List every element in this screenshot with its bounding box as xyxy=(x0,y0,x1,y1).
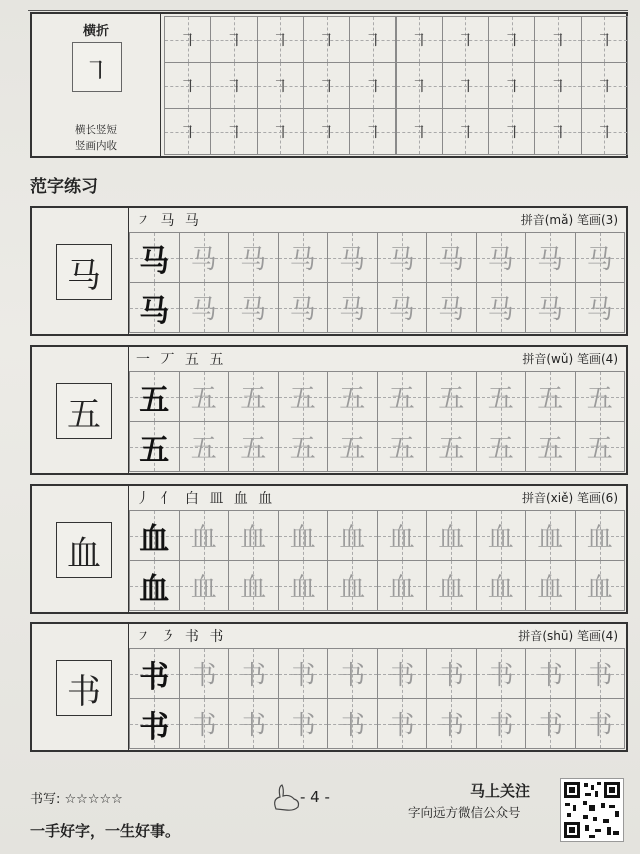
stroke-demo-box xyxy=(72,42,122,92)
stroke-count-label: 笔画 xyxy=(576,352,601,366)
trace-glyph: 马 xyxy=(339,295,366,325)
pinyin-stroke-info xyxy=(522,489,618,506)
trace-cell[interactable] xyxy=(426,282,477,333)
trace-cell[interactable] xyxy=(525,510,576,561)
stroke-practice-cell[interactable] xyxy=(534,62,581,109)
trace-cell[interactable] xyxy=(228,282,279,333)
trace-glyph: 血 xyxy=(190,523,217,553)
trace-cell[interactable] xyxy=(228,510,279,561)
stroke-practice-cell[interactable] xyxy=(534,108,581,155)
trace-cell[interactable] xyxy=(327,510,378,561)
trace-cell[interactable] xyxy=(179,232,230,283)
trace-glyph: 马 xyxy=(339,245,366,275)
trace-glyph: 马 xyxy=(537,295,564,325)
trace-cell[interactable] xyxy=(377,648,428,699)
trace-glyph: 血 xyxy=(586,523,613,553)
trace-glyph: 书 xyxy=(438,661,465,691)
trace-cell[interactable] xyxy=(575,698,626,749)
trace-glyph: 五 xyxy=(190,384,217,414)
stroke-practice-cell[interactable] xyxy=(581,16,628,63)
trace-cell[interactable] xyxy=(179,421,230,472)
stroke-trace-glyph: ㇕ xyxy=(549,76,568,98)
trace-cell[interactable] xyxy=(377,510,428,561)
trace-glyph: 马 xyxy=(240,295,267,325)
trace-cell[interactable] xyxy=(575,282,626,333)
trace-glyph: 五 xyxy=(240,434,267,464)
model-cell[interactable] xyxy=(129,698,180,749)
pinyin-open: ( xyxy=(544,213,550,227)
stroke-practice-cell[interactable] xyxy=(442,108,489,155)
trace-cell[interactable] xyxy=(179,282,230,333)
trace-cell[interactable] xyxy=(179,698,230,749)
trace-cell[interactable] xyxy=(228,421,279,472)
model-cell[interactable] xyxy=(129,510,180,561)
stroke-practice-cell[interactable] xyxy=(257,16,304,63)
trace-cell[interactable] xyxy=(278,510,329,561)
model-cell[interactable] xyxy=(129,282,180,333)
stroke-practice-cell[interactable] xyxy=(396,62,443,109)
model-cell[interactable] xyxy=(129,421,180,472)
stroke-trace-glyph: ㇕ xyxy=(271,30,290,52)
trace-glyph: 书 xyxy=(537,711,564,741)
stroke-info-panel xyxy=(32,14,161,156)
trace-cell[interactable] xyxy=(377,371,428,422)
pinyin-value: shū xyxy=(547,629,569,643)
stroke-practice-box xyxy=(30,12,628,158)
stroke-trace-glyph: ㇕ xyxy=(456,122,475,144)
trace-cell[interactable] xyxy=(476,510,527,561)
stroke-trace-glyph: ㇕ xyxy=(502,76,521,98)
pinyin-close: ) xyxy=(568,629,577,643)
stroke-practice-cell[interactable] xyxy=(534,16,581,63)
stroke-trace-glyph: ㇕ xyxy=(410,76,429,98)
trace-glyph: 五 xyxy=(537,384,564,414)
model-cell[interactable] xyxy=(129,371,180,422)
trace-cell[interactable] xyxy=(525,232,576,283)
trace-glyph: 书 xyxy=(339,711,366,741)
trace-glyph: 马 xyxy=(289,245,316,275)
trace-glyph: 马 xyxy=(388,295,415,325)
trace-glyph: 马 xyxy=(240,245,267,275)
trace-glyph: 五 xyxy=(339,384,366,414)
trace-cell[interactable] xyxy=(575,648,626,699)
trace-glyph: 马 xyxy=(586,245,613,275)
trace-glyph: 马 xyxy=(388,245,415,275)
trace-glyph: 书 xyxy=(289,661,316,691)
trace-cell[interactable] xyxy=(575,371,626,422)
trace-cell[interactable] xyxy=(228,232,279,283)
stroke-practice-cell[interactable] xyxy=(349,16,396,63)
pinyin-open: ( xyxy=(546,352,552,366)
model-glyph: 血 xyxy=(139,571,170,607)
trace-glyph: 血 xyxy=(487,523,514,553)
pinyin-label: 拼音 xyxy=(520,213,545,227)
stroke-practice-cell[interactable] xyxy=(210,108,257,155)
trace-glyph: 五 xyxy=(487,434,514,464)
trace-glyph: 血 xyxy=(438,523,465,553)
trace-cell[interactable] xyxy=(327,698,378,749)
stroke-trace-glyph: ㇕ xyxy=(363,122,382,144)
trace-glyph: 五 xyxy=(438,384,465,414)
trace-glyph: 血 xyxy=(339,523,366,553)
trace-cell[interactable] xyxy=(575,232,626,283)
trace-cell[interactable] xyxy=(377,698,428,749)
stroke-count-value: 3 xyxy=(605,213,614,227)
stroke-count-value: 4 xyxy=(605,352,614,366)
stroke-trace-glyph: ㇕ xyxy=(456,30,475,52)
pinyin-value: xiě xyxy=(550,491,569,505)
trace-cell[interactable] xyxy=(377,560,428,611)
trace-cell[interactable] xyxy=(228,698,279,749)
pinyin-open: ( xyxy=(545,491,551,505)
pinyin-stroke-info xyxy=(521,211,618,228)
trace-cell[interactable] xyxy=(476,421,527,472)
trace-cell[interactable] xyxy=(426,510,477,561)
trace-cell[interactable] xyxy=(575,421,626,472)
trace-cell[interactable] xyxy=(228,560,279,611)
trace-glyph: 马 xyxy=(487,245,514,275)
trace-glyph: 五 xyxy=(586,384,613,414)
trace-cell[interactable] xyxy=(327,648,378,699)
rabbit-icon xyxy=(268,781,304,815)
stroke-practice-cell[interactable] xyxy=(349,62,396,109)
stroke-practice-cell[interactable] xyxy=(164,108,211,155)
stroke-practice-cell[interactable] xyxy=(257,108,304,155)
trace-cell[interactable] xyxy=(476,560,527,611)
trace-cell[interactable] xyxy=(327,371,378,422)
stroke-count-close: ) xyxy=(613,629,618,643)
trace-glyph: 五 xyxy=(586,434,613,464)
stroke-trace-glyph: ㇕ xyxy=(502,122,521,144)
model-glyph: 血 xyxy=(139,521,170,557)
trace-cell[interactable] xyxy=(525,371,576,422)
trace-glyph: 书 xyxy=(438,711,465,741)
trace-cell[interactable] xyxy=(179,510,230,561)
stroke-practice-cell[interactable] xyxy=(581,108,628,155)
trace-glyph: 书 xyxy=(586,711,613,741)
pinyin-stroke-info xyxy=(518,627,618,644)
model-glyph: 书 xyxy=(139,659,170,695)
trace-glyph: 五 xyxy=(289,434,316,464)
stroke-practice-cell[interactable] xyxy=(581,62,628,109)
trace-glyph: 血 xyxy=(487,573,514,603)
stroke-tip-2: 竖画内收 xyxy=(75,140,117,152)
stroke-count-open: ( xyxy=(600,213,606,227)
stroke-trace-glyph: ㇕ xyxy=(549,30,568,52)
trace-glyph: 血 xyxy=(537,573,564,603)
stroke-order: ㇇ 马 马 xyxy=(136,213,202,229)
stroke-order: 一 丆 五 五 xyxy=(136,352,227,368)
slogan: 一手好字，一生好事。 xyxy=(30,822,181,840)
trace-glyph: 马 xyxy=(289,295,316,325)
follow-title: 马上关注 xyxy=(470,782,531,800)
stroke-trace-glyph: ㇕ xyxy=(178,122,197,144)
character-block xyxy=(30,345,628,475)
trace-glyph: 五 xyxy=(339,434,366,464)
pinyin-open: ( xyxy=(542,629,547,643)
trace-cell[interactable] xyxy=(377,282,428,333)
trace-glyph: 书 xyxy=(240,711,267,741)
trace-cell[interactable] xyxy=(327,421,378,472)
stroke-count-value: 6 xyxy=(605,491,614,505)
pinyin-label: 拼音 xyxy=(521,491,546,505)
stroke-trace-glyph: ㇕ xyxy=(502,30,521,52)
trace-cell[interactable] xyxy=(278,698,329,749)
model-character: 马 xyxy=(56,244,112,300)
trace-cell[interactable] xyxy=(575,510,626,561)
trace-glyph: 书 xyxy=(339,661,366,691)
stroke-count-label: 笔画 xyxy=(576,629,601,643)
model-glyph: 马 xyxy=(139,293,170,329)
trace-cell[interactable] xyxy=(426,371,477,422)
trace-glyph: 书 xyxy=(388,711,415,741)
stroke-trace-glyph: ㇕ xyxy=(363,76,382,98)
stroke-trace-glyph: ㇕ xyxy=(224,122,243,144)
trace-glyph: 马 xyxy=(487,295,514,325)
model-cell[interactable] xyxy=(129,232,180,283)
stroke-tip-1: 横长竖短 xyxy=(75,124,117,136)
stroke-trace-glyph: ㇕ xyxy=(271,122,290,144)
stroke-practice-cell[interactable] xyxy=(303,16,350,63)
stroke-practice-cell[interactable] xyxy=(442,62,489,109)
trace-cell[interactable] xyxy=(278,560,329,611)
trace-cell[interactable] xyxy=(327,560,378,611)
stroke-trace-glyph: ㇕ xyxy=(595,30,614,52)
trace-glyph: 书 xyxy=(388,661,415,691)
writing-label: 书写: xyxy=(30,792,61,807)
trace-cell[interactable] xyxy=(525,560,576,611)
trace-cell[interactable] xyxy=(228,648,279,699)
trace-glyph: 书 xyxy=(537,661,564,691)
pinyin-label: 拼音 xyxy=(522,352,547,366)
stroke-practice-cell[interactable] xyxy=(349,108,396,155)
stroke-practice-cell[interactable] xyxy=(210,16,257,63)
trace-cell[interactable] xyxy=(377,421,428,472)
model-glyph: 五 xyxy=(139,432,170,468)
trace-glyph: 五 xyxy=(487,384,514,414)
trace-cell[interactable] xyxy=(525,648,576,699)
stroke-trace-glyph: ㇕ xyxy=(595,76,614,98)
stroke-count-value: 4 xyxy=(605,629,614,643)
trace-glyph: 五 xyxy=(438,434,465,464)
stroke-count-open: ( xyxy=(600,491,606,505)
stroke-trace-glyph: ㇕ xyxy=(178,76,197,98)
trace-cell[interactable] xyxy=(327,282,378,333)
trace-glyph: 书 xyxy=(487,711,514,741)
trace-glyph: 血 xyxy=(240,573,267,603)
model-glyph: 书 xyxy=(139,709,170,745)
stroke-trace-glyph: ㇕ xyxy=(178,30,197,52)
trace-cell[interactable] xyxy=(525,698,576,749)
stroke-order: ㇇ ㇋ 书 书 xyxy=(136,629,227,645)
trace-cell[interactable] xyxy=(179,648,230,699)
top-rule xyxy=(28,0,628,11)
stroke-practice-cell[interactable] xyxy=(396,108,443,155)
trace-cell[interactable] xyxy=(476,698,527,749)
trace-cell[interactable] xyxy=(476,371,527,422)
stroke-count-close: ) xyxy=(613,352,618,366)
trace-cell[interactable] xyxy=(426,421,477,472)
pinyin-close: ) xyxy=(568,352,577,366)
stroke-count-close: ) xyxy=(613,213,618,227)
trace-cell[interactable] xyxy=(278,648,329,699)
stroke-trace-glyph: ㇕ xyxy=(456,76,475,98)
stroke-practice-cell[interactable] xyxy=(210,62,257,109)
trace-cell[interactable] xyxy=(426,648,477,699)
trace-cell[interactable] xyxy=(179,560,230,611)
trace-cell[interactable] xyxy=(278,282,329,333)
trace-cell[interactable] xyxy=(426,232,477,283)
model-cell[interactable] xyxy=(129,648,180,699)
trace-glyph: 五 xyxy=(240,384,267,414)
trace-cell[interactable] xyxy=(476,232,527,283)
pinyin-close: ) xyxy=(568,213,577,227)
trace-cell[interactable] xyxy=(426,560,477,611)
trace-cell[interactable] xyxy=(575,560,626,611)
pinyin-close: ) xyxy=(568,491,577,505)
trace-glyph: 马 xyxy=(438,295,465,325)
trace-cell[interactable] xyxy=(327,232,378,283)
stroke-count-label: 笔画 xyxy=(576,213,601,227)
stroke-practice-cell[interactable] xyxy=(442,16,489,63)
model-character: 书 xyxy=(56,660,112,716)
trace-glyph: 马 xyxy=(190,295,217,325)
trace-cell[interactable] xyxy=(278,421,329,472)
stroke-trace-glyph: ㇕ xyxy=(363,30,382,52)
model-glyph: 五 xyxy=(139,382,170,418)
pinyin-label: 拼音 xyxy=(518,629,543,643)
stroke-trace-glyph: ㇕ xyxy=(317,122,336,144)
qr-code-icon[interactable] xyxy=(560,778,624,842)
trace-glyph: 血 xyxy=(289,523,316,553)
stroke-trace-glyph: ㇕ xyxy=(410,122,429,144)
stroke-trace-glyph: ㇕ xyxy=(317,76,336,98)
trace-glyph: 血 xyxy=(586,573,613,603)
trace-cell[interactable] xyxy=(278,371,329,422)
section-title: 范字练习 xyxy=(30,177,98,197)
stroke-practice-cell[interactable] xyxy=(488,16,535,63)
stroke-trace-glyph: ㇕ xyxy=(271,76,290,98)
trace-glyph: 血 xyxy=(289,573,316,603)
trace-cell[interactable] xyxy=(377,232,428,283)
trace-glyph: 血 xyxy=(388,523,415,553)
trace-glyph: 书 xyxy=(240,661,267,691)
trace-glyph: 马 xyxy=(537,245,564,275)
stroke-trace-glyph: ㇕ xyxy=(224,30,243,52)
stroke-practice-cell[interactable] xyxy=(303,62,350,109)
model-character: 五 xyxy=(56,383,112,439)
follow-subtitle: 字向远方微信公众号 xyxy=(408,805,521,820)
stroke-trace-glyph: ㇕ xyxy=(410,30,429,52)
trace-glyph: 马 xyxy=(586,295,613,325)
rating-stars[interactable]: ☆☆☆☆☆ xyxy=(64,792,123,807)
stroke-practice-cell[interactable] xyxy=(488,62,535,109)
trace-glyph: 书 xyxy=(190,661,217,691)
trace-glyph: 五 xyxy=(537,434,564,464)
stroke-demo-glyph: ㇕ xyxy=(83,57,110,87)
stroke-practice-cell[interactable] xyxy=(488,108,535,155)
stroke-order: 丿 亻 白 ⽫ ⾎ 血 xyxy=(136,491,276,507)
stroke-practice-cell[interactable] xyxy=(164,16,211,63)
trace-glyph: 五 xyxy=(388,384,415,414)
character-block xyxy=(30,206,628,336)
trace-glyph: 血 xyxy=(438,573,465,603)
trace-glyph: 书 xyxy=(289,711,316,741)
trace-glyph: 马 xyxy=(438,245,465,275)
stroke-practice-cell[interactable] xyxy=(257,62,304,109)
trace-glyph: 血 xyxy=(339,573,366,603)
trace-cell[interactable] xyxy=(228,371,279,422)
stroke-practice-cell[interactable] xyxy=(396,16,443,63)
trace-cell[interactable] xyxy=(179,371,230,422)
pinyin-value: wǔ xyxy=(551,352,569,366)
pinyin-value: mǎ xyxy=(549,213,569,227)
trace-glyph: 五 xyxy=(289,384,316,414)
trace-cell[interactable] xyxy=(426,698,477,749)
trace-cell[interactable] xyxy=(476,648,527,699)
page-number: - 4 - xyxy=(300,788,330,806)
stroke-trace-glyph: ㇕ xyxy=(224,76,243,98)
stroke-count-close: ) xyxy=(613,491,618,505)
trace-glyph: 五 xyxy=(388,434,415,464)
model-glyph: 马 xyxy=(139,243,170,279)
writing-rating xyxy=(30,788,123,807)
trace-glyph: 血 xyxy=(240,523,267,553)
stroke-trace-glyph: ㇕ xyxy=(595,122,614,144)
pinyin-stroke-info xyxy=(522,350,618,367)
stroke-trace-glyph: ㇕ xyxy=(549,122,568,144)
model-cell[interactable] xyxy=(129,560,180,611)
trace-glyph: 书 xyxy=(487,661,514,691)
trace-glyph: 血 xyxy=(388,573,415,603)
character-block xyxy=(30,622,628,752)
stroke-trace-glyph: ㇕ xyxy=(317,30,336,52)
stroke-count-open: ( xyxy=(600,629,606,643)
stroke-name: 横折 xyxy=(82,24,109,39)
trace-glyph: 书 xyxy=(586,661,613,691)
trace-glyph: 血 xyxy=(537,523,564,553)
stroke-practice-cell[interactable] xyxy=(164,62,211,109)
trace-cell[interactable] xyxy=(525,421,576,472)
trace-cell[interactable] xyxy=(278,232,329,283)
trace-glyph: 血 xyxy=(190,573,217,603)
trace-glyph: 书 xyxy=(190,711,217,741)
stroke-count-open: ( xyxy=(600,352,606,366)
trace-cell[interactable] xyxy=(525,282,576,333)
stroke-count-label: 笔画 xyxy=(576,491,601,505)
model-character: 血 xyxy=(56,522,112,578)
trace-cell[interactable] xyxy=(476,282,527,333)
trace-glyph: 马 xyxy=(190,245,217,275)
trace-glyph: 五 xyxy=(190,434,217,464)
character-block xyxy=(30,484,628,614)
stroke-practice-cell[interactable] xyxy=(303,108,350,155)
